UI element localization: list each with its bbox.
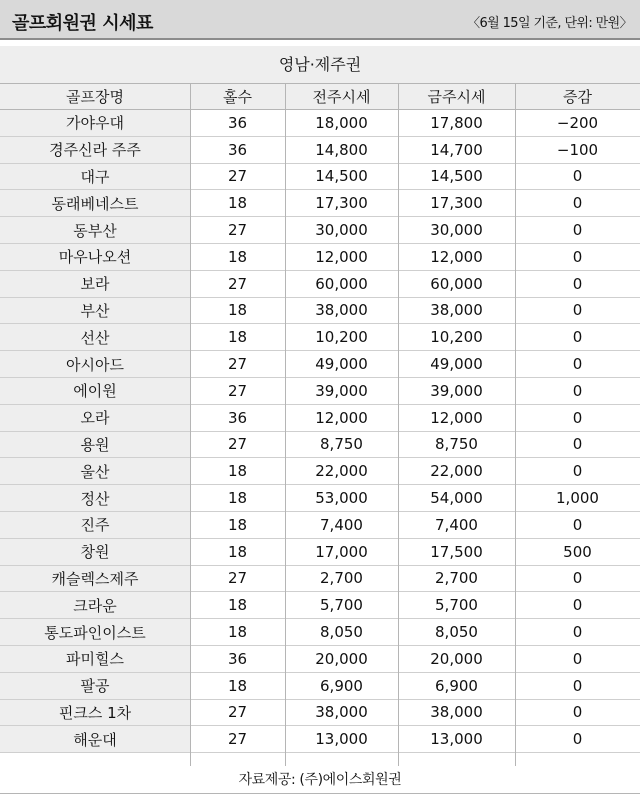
cell-change: 0 <box>572 274 583 293</box>
cell-prev-price: 5,700 <box>320 596 363 615</box>
cell-change: 0 <box>572 649 583 668</box>
cell-prev-price: 38,000 <box>315 301 368 320</box>
cell-prev-price: 22,000 <box>315 462 368 481</box>
cell-holes: 36 <box>227 113 248 132</box>
cell-holes: 18 <box>227 247 248 266</box>
cell-cur-price: 49,000 <box>430 355 483 374</box>
cell-holes: 18 <box>227 676 248 695</box>
cell-course-name: 울산 <box>0 458 190 484</box>
cell-cur-price: 8,750 <box>435 435 478 454</box>
cell-course-name: 팔공 <box>0 673 190 699</box>
table-row <box>0 646 640 673</box>
table-row <box>0 164 640 191</box>
cell-holes: 36 <box>227 140 248 159</box>
cell-holes: 18 <box>227 462 248 481</box>
cell-prev-price: 12,000 <box>315 408 368 427</box>
cell-change: 0 <box>572 730 583 749</box>
table-body <box>0 110 640 753</box>
cell-cur-price: 5,700 <box>435 596 478 615</box>
cell-course-name: 파미힐스 <box>0 646 190 672</box>
cell-change: 0 <box>572 381 583 400</box>
table-row <box>0 298 640 325</box>
cell-course-name: 핀크스 1차 <box>0 700 190 726</box>
cell-change: 0 <box>572 703 583 722</box>
cell-holes: 36 <box>227 408 248 427</box>
table-row <box>0 619 640 646</box>
cell-change: 0 <box>572 194 583 213</box>
cell-prev-price: 6,900 <box>320 676 363 695</box>
table-header-bar <box>0 0 640 40</box>
cell-change: 0 <box>572 596 583 615</box>
cell-holes: 27 <box>227 167 248 186</box>
table-row <box>0 485 640 512</box>
cell-course-name: 대구 <box>0 164 190 190</box>
cell-change: 0 <box>572 623 583 642</box>
cell-cur-price: 8,050 <box>435 623 478 642</box>
column-header-prev-price: 전주시세 <box>312 88 371 106</box>
cell-course-name: 동래베네스트 <box>0 190 190 216</box>
cell-cur-price: 13,000 <box>430 730 483 749</box>
cell-holes: 27 <box>227 703 248 722</box>
cell-course-name: 오라 <box>0 405 190 431</box>
cell-change: 0 <box>572 408 583 427</box>
cell-prev-price: 17,300 <box>315 194 368 213</box>
table-row <box>0 405 640 432</box>
cell-holes: 27 <box>227 435 248 454</box>
table-row <box>0 700 640 727</box>
cell-course-name: 진주 <box>0 512 190 538</box>
cell-prev-price: 60,000 <box>315 274 368 293</box>
cell-cur-price: 54,000 <box>430 489 483 508</box>
cell-prev-price: 17,000 <box>315 542 368 561</box>
table-row <box>0 110 640 137</box>
column-header-change: 증감 <box>563 88 592 106</box>
table-row <box>0 539 640 566</box>
cell-change: 0 <box>572 301 583 320</box>
cell-course-name: 캐슬렉스제주 <box>0 566 190 592</box>
cell-prev-price: 18,000 <box>315 113 368 132</box>
cell-cur-price: 14,700 <box>430 140 483 159</box>
cell-course-name: 가야우대 <box>0 110 190 136</box>
table-row <box>0 271 640 298</box>
cell-change: −200 <box>556 113 599 132</box>
table-subtitle: 〈6월 15일 기준, 단위: 만원〉 <box>467 16 632 31</box>
cell-prev-price: 20,000 <box>315 649 368 668</box>
cell-course-name: 아시아드 <box>0 351 190 377</box>
table-row <box>0 137 640 164</box>
cell-holes: 27 <box>227 381 248 400</box>
cell-course-name: 용원 <box>0 432 190 458</box>
cell-prev-price: 38,000 <box>315 703 368 722</box>
cell-course-name: 통도파인이스트 <box>0 619 190 645</box>
cell-cur-price: 38,000 <box>430 301 483 320</box>
cell-holes: 18 <box>227 623 248 642</box>
cell-course-name: 해운대 <box>0 726 190 752</box>
cell-course-name: 창원 <box>0 539 190 565</box>
cell-holes: 27 <box>227 355 248 374</box>
column-divider <box>190 84 191 766</box>
cell-cur-price: 17,800 <box>430 113 483 132</box>
cell-holes: 18 <box>227 194 248 213</box>
cell-holes: 27 <box>227 569 248 588</box>
cell-change: 0 <box>572 462 583 481</box>
cell-cur-price: 10,200 <box>430 328 483 347</box>
cell-holes: 18 <box>227 596 248 615</box>
table-title: 골프회원권 시세표 <box>12 13 153 34</box>
cell-prev-price: 8,750 <box>320 435 363 454</box>
cell-course-name: 크라운 <box>0 592 190 618</box>
cell-cur-price: 2,700 <box>435 569 478 588</box>
cell-cur-price: 17,500 <box>430 542 483 561</box>
cell-prev-price: 14,800 <box>315 140 368 159</box>
cell-prev-price: 7,400 <box>320 515 363 534</box>
cell-cur-price: 22,000 <box>430 462 483 481</box>
table-row <box>0 217 640 244</box>
cell-course-name: 부산 <box>0 298 190 324</box>
cell-prev-price: 8,050 <box>320 623 363 642</box>
table-row <box>0 458 640 485</box>
source-credit: 자료제공: (주)에이스회원권 <box>0 766 640 794</box>
cell-holes: 27 <box>227 221 248 240</box>
cell-change: 0 <box>572 355 583 374</box>
table-row <box>0 726 640 753</box>
table-row <box>0 592 640 619</box>
cell-change: 500 <box>563 542 592 561</box>
cell-change: 0 <box>572 569 583 588</box>
cell-change: 0 <box>572 167 583 186</box>
cell-change: 0 <box>572 515 583 534</box>
cell-course-name: 정산 <box>0 485 190 511</box>
cell-course-name: 에이원 <box>0 378 190 404</box>
cell-cur-price: 6,900 <box>435 676 478 695</box>
cell-holes: 18 <box>227 489 248 508</box>
cell-prev-price: 14,500 <box>315 167 368 186</box>
table-row <box>0 351 640 378</box>
column-header-cur-price: 금주시세 <box>427 88 486 106</box>
column-header-name: 골프장명 <box>66 88 124 106</box>
cell-course-name: 선산 <box>0 324 190 350</box>
cell-course-name: 동부산 <box>0 217 190 243</box>
cell-cur-price: 39,000 <box>430 381 483 400</box>
cell-course-name: 마우나오션 <box>0 244 190 270</box>
column-header-holes: 홀수 <box>223 88 252 106</box>
column-header-row <box>0 84 640 110</box>
cell-holes: 18 <box>227 301 248 320</box>
cell-change: 0 <box>572 221 583 240</box>
cell-holes: 27 <box>227 730 248 749</box>
cell-change: −100 <box>556 140 599 159</box>
cell-change: 0 <box>572 676 583 695</box>
cell-cur-price: 20,000 <box>430 649 483 668</box>
cell-cur-price: 7,400 <box>435 515 478 534</box>
cell-cur-price: 12,000 <box>430 408 483 427</box>
cell-cur-price: 12,000 <box>430 247 483 266</box>
cell-cur-price: 60,000 <box>430 274 483 293</box>
table-row <box>0 378 640 405</box>
cell-prev-price: 53,000 <box>315 489 368 508</box>
cell-change: 0 <box>572 328 583 347</box>
table-row <box>0 566 640 593</box>
table-row <box>0 512 640 539</box>
column-divider <box>515 84 516 766</box>
cell-change: 0 <box>572 435 583 454</box>
cell-course-name: 보라 <box>0 271 190 297</box>
table-row <box>0 190 640 217</box>
cell-holes: 27 <box>227 274 248 293</box>
cell-prev-price: 10,200 <box>315 328 368 347</box>
cell-cur-price: 38,000 <box>430 703 483 722</box>
table-row <box>0 673 640 700</box>
cell-holes: 18 <box>227 515 248 534</box>
cell-holes: 18 <box>227 328 248 347</box>
column-divider <box>398 84 399 766</box>
cell-holes: 36 <box>227 649 248 668</box>
cell-cur-price: 14,500 <box>430 167 483 186</box>
cell-course-name: 경주신라 주주 <box>0 137 190 163</box>
cell-change: 1,000 <box>556 489 599 508</box>
cell-prev-price: 49,000 <box>315 355 368 374</box>
cell-change: 0 <box>572 247 583 266</box>
cell-cur-price: 17,300 <box>430 194 483 213</box>
column-divider <box>285 84 286 766</box>
table-row <box>0 432 640 459</box>
cell-holes: 18 <box>227 542 248 561</box>
cell-prev-price: 13,000 <box>315 730 368 749</box>
cell-prev-price: 2,700 <box>320 569 363 588</box>
cell-prev-price: 12,000 <box>315 247 368 266</box>
cell-prev-price: 39,000 <box>315 381 368 400</box>
cell-cur-price: 30,000 <box>430 221 483 240</box>
region-label: 영남·제주권 <box>0 46 640 84</box>
cell-prev-price: 30,000 <box>315 221 368 240</box>
table-row <box>0 324 640 351</box>
table-row <box>0 244 640 271</box>
